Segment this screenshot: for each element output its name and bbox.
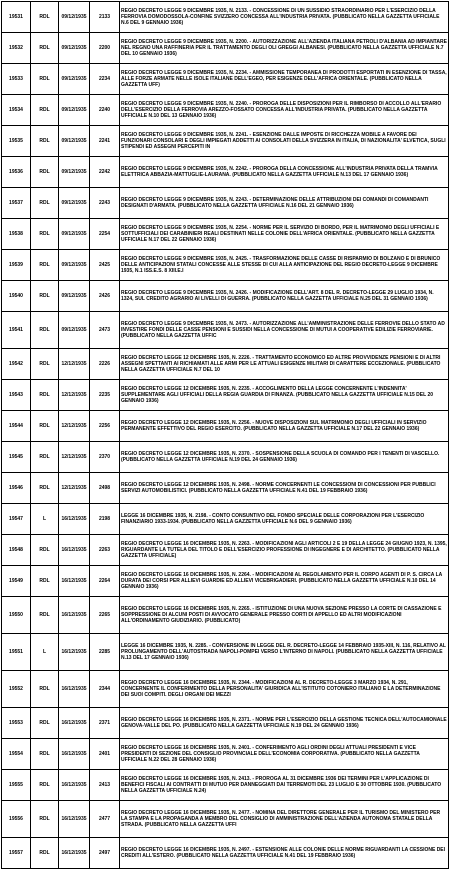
act-date: 16/12/1935 [59, 770, 90, 801]
act-date: 12/12/1935 [59, 349, 90, 380]
act-date: 16/12/1935 [59, 671, 90, 708]
act-date: 09/12/1935 [59, 219, 90, 250]
act-type: RDL [31, 157, 59, 188]
act-number: 2235 [90, 380, 120, 411]
act-number: 2133 [90, 2, 120, 33]
table-row [2, 188, 449, 219]
act-number: 2226 [90, 349, 120, 380]
record-number: 19541 [2, 312, 31, 349]
act-type: RDL [31, 838, 59, 869]
record-number: 19553 [2, 708, 31, 739]
act-number: 2371 [90, 708, 120, 739]
act-type: RDL [31, 349, 59, 380]
act-type: RDL [31, 473, 59, 504]
act-type: L [31, 504, 59, 535]
act-date: 09/12/1935 [59, 250, 90, 281]
act-description: REGIO DECRETO LEGGE 16 DICEMBRE 1935, N. 2344. - MODIFICAZIONI AL R. DECRETO-LEGGE 3 MARZO 1934, N. 291, CONCERNENTE IL CONFERIMENTO DELLA PERSONALITA' GIURIDICA ALL'ISTITUTO COTONIERO ITALIANO E LA DETERMINAZIONE DEI SUOI COMPITI. DEGLI ORGANI DEI MEZZI [120, 671, 449, 708]
record-number: 19543 [2, 380, 31, 411]
act-number: 2254 [90, 219, 120, 250]
act-number: 2477 [90, 801, 120, 838]
act-description: REGIO DECRETO LEGGE 12 DICEMBRE 1935, N. 2226. - TRATTAMENTO ECONOMICO ED ALTRE PROVVIDENZE PENSIONI E DI ALTRI ASSEGNI SPETTANTI AI RICHIAMATI ALLE ARMI PER LE ATTUALI ESIGENZE MILITARI DI CARATTERE ECCEZIONALE. (PUBBLICATO NELLA GAZZETTA UFFICIALE N.7 DEL 10 [120, 349, 449, 380]
act-number: 2497 [90, 838, 120, 869]
record-number: 19545 [2, 442, 31, 473]
table-row [2, 597, 449, 634]
act-type: RDL [31, 566, 59, 597]
act-date: 16/12/1935 [59, 535, 90, 566]
record-number: 19542 [2, 349, 31, 380]
table-row [2, 671, 449, 708]
act-type: RDL [31, 411, 59, 442]
act-date: 12/12/1935 [59, 442, 90, 473]
table-row [2, 126, 449, 157]
table-row [2, 442, 449, 473]
act-number: 2200 [90, 33, 120, 64]
act-number: 2198 [90, 504, 120, 535]
record-number: 19531 [2, 2, 31, 33]
record-number: 19535 [2, 126, 31, 157]
act-date: 09/12/1935 [59, 188, 90, 219]
act-date: 09/12/1935 [59, 33, 90, 64]
record-number: 19547 [2, 504, 31, 535]
act-date: 12/12/1935 [59, 473, 90, 504]
act-type: RDL [31, 33, 59, 64]
act-description: REGIO DECRETO LEGGE 9 DICEMBRE 1935, N. 2200. - AUTORIZZAZIONE ALL'AZIENDA ITALIANA PETROLI D'ALBANIA AD IMPIANTARE NEL REGNO UNA RAFFINERIA PER IL TRATTAMENTO DEGLI OLI GREGGI ALBANESI. (PUBBLICATO NELLA GAZZETTA UFFICIALE N.7 DEL 10 GENNAIO 1936) [120, 33, 449, 64]
record-number: 19532 [2, 33, 31, 64]
record-number: 19537 [2, 188, 31, 219]
act-number: 2263 [90, 535, 120, 566]
act-number: 2234 [90, 64, 120, 95]
act-description: REGIO DECRETO LEGGE 9 DICEMBRE 1935, N. 2242. - PROROGA DELLA CONCESSIONE ALL'INDUSTRIA PRIVATA DELLA TRAMVIA ELETTRICA ABBAZIA-MATTUGLIE-LAURANA. (PUBBLICATO NELLA GAZZETTA UFFICIALE N.13 DEL 17 GENNAIO 1936) [120, 157, 449, 188]
act-date: 09/12/1935 [59, 312, 90, 349]
act-date: 12/12/1935 [59, 411, 90, 442]
act-date: 16/12/1935 [59, 801, 90, 838]
act-date: 16/12/1935 [59, 566, 90, 597]
table-row [2, 770, 449, 801]
act-description: REGIO DECRETO LEGGE 16 DICEMBRE 1935, N. 2371. - NORME PER L'ESERCIZIO DELLA GESTIONE TECNICA DELL'AUTOCAMIONALE GENOVA-VALLE DEL PO. (PUBBLICATO NELLA GAZZETTA UFFICIALE N.19 DEL 24 GENNAIO 1936) [120, 708, 449, 739]
act-date: 09/12/1935 [59, 157, 90, 188]
act-type: RDL [31, 250, 59, 281]
act-number: 2256 [90, 411, 120, 442]
act-type: RDL [31, 2, 59, 33]
act-number: 2401 [90, 739, 120, 770]
act-date: 09/12/1935 [59, 281, 90, 312]
act-number: 2344 [90, 671, 120, 708]
act-number: 2426 [90, 281, 120, 312]
act-date: 12/12/1935 [59, 380, 90, 411]
table-row [2, 801, 449, 838]
act-date: 09/12/1935 [59, 2, 90, 33]
act-type: RDL [31, 597, 59, 634]
table-row [2, 380, 449, 411]
table-row [2, 64, 449, 95]
act-description: REGIO DECRETO LEGGE 9 DICEMBRE 1935, N. 2243. - DETERMINAZIONE DELLE ATTRIBUZIONI DEI COMANDI DI COMANDANTI DESIGNATI D'ARMATA. (PUBBLICATO NELLA GAZZETTA UFFICIALE N.16 DEL 21 GENNAIO 1936) [120, 188, 449, 219]
act-number: 2370 [90, 442, 120, 473]
record-number: 19536 [2, 157, 31, 188]
act-description: REGIO DECRETO LEGGE 16 DICEMBRE 1935, N. 2401. - CONFERIMENTO AGLI ORDINI DEGLI ATTUALI PRESIDENTI E VICE PRESIDENTI DI SEZIONE DEL CONSIGLIO PROVINCIALE DELL'ECONOMIA CORPORATIVA. (PUBBLICATO NELLA GAZZETTA UFFICIALE N.22 DEL 28 GENNAIO 1936) [120, 739, 449, 770]
record-number: 19534 [2, 95, 31, 126]
table-row [2, 312, 449, 349]
record-number: 19554 [2, 739, 31, 770]
act-description: REGIO DECRETO LEGGE 16 DICEMBRE 1935, N. 2497. - ESTENSIONE ALLE COLONIE DELLE NORME RIGUARDANTI LA CESSIONE DEI CREDITI ALL'ESTERO. (PUBBLICATO NELLA GAZZETTA UFFICIALE N.41 DEL 19 FEBBRAIO 1936) [120, 838, 449, 869]
table-row [2, 535, 449, 566]
act-type: RDL [31, 281, 59, 312]
act-type: RDL [31, 380, 59, 411]
act-description: REGIO DECRETO LEGGE 16 DICEMBRE 1935, N. 2263. - MODIFICAZIONI AGLI ARTICOLI 2 E 19 DELLA LEGGE 24 GIUGNO 1923, N. 1395, RIGUARDANTE LA TUTELA DEL TITOLO E DELL'ESERCIZIO PROFESSIONE DI INGEGNERE E DI ARCHITETTO. (PUBBLICATO NELLA GAZZETTA UFFICIALE) [120, 535, 449, 566]
act-type: RDL [31, 219, 59, 250]
act-type: RDL [31, 671, 59, 708]
act-description: REGIO DECRETO LEGGE 12 DICEMBRE 1935, N. 2235. - ACCOGLIMENTO DELLA LEGGE CONCERNENTE L'INDENNITA' SUPPLEMENTARE AGLI UFFICIALI DELLA REGIA GUARDIA DI FINANZA. (PUBBLICATO NELLA GAZZETTA UFFICIALE N.15 DEL 20 GENNAIO 1936) [120, 380, 449, 411]
act-type: RDL [31, 126, 59, 157]
record-number: 19546 [2, 473, 31, 504]
act-type: RDL [31, 770, 59, 801]
record-number: 19555 [2, 770, 31, 801]
table-row [2, 473, 449, 504]
act-description: REGIO DECRETO LEGGE 9 DICEMBRE 1935, N. 2426. - MODIFICAZIONE DELL'ART. 8 DEL R. DECRETO-LEGGE 29 LUGLIO 1934, N. 1324, SUL CREDITO AGRARIO AI LIVELLI DI GUERRA. (PUBBLICATO NELLA GAZZETTA UFFICIALE N.25 DEL 31 GENNAIO 1936) [120, 281, 449, 312]
act-type: RDL [31, 312, 59, 349]
table-row [2, 250, 449, 281]
record-number: 19539 [2, 250, 31, 281]
act-type: RDL [31, 188, 59, 219]
table-row [2, 504, 449, 535]
act-description: REGIO DECRETO LEGGE 12 DICEMBRE 1935, N. 2256. - NUOVE DISPOSIZIONI SUL MATRIMONIO DEGLI UFFICIALI IN SERVIZIO PERMANENTE EFFETTIVO DEL REGIO ESERCITO. (PUBBLICATO NELLA GAZZETTA UFFICIALE N.17 DEL 22 GENNAIO 1936) [120, 411, 449, 442]
act-description: REGIO DECRETO LEGGE 9 DICEMBRE 1935, N. 2254. - NORME PER IL SERVIZIO DI BORDO, PER IL MATRIMONIO DEGLI UFFICIALI E SOTTUFFICIALI DEI CARABINIERI REALI DESTINATI NELLE COLONIE DELL'AFRICA ORIENTALE. (PUBBLICATO NELLA GAZZETTA UFFICIALE N.17 DEL 22 GENNAIO 1936) [120, 219, 449, 250]
act-description: REGIO DECRETO LEGGE 9 DICEMBRE 1935, N. 2234. - AMMISSIONE TEMPORANEA DI PRODOTTI ESPORTATI IN ESENZIONE DI TASSA, ALLE FORZE ARMATE NELLE ISOLE ITALIANE DELL'EGEO, PER ESIGENZE DELL'AFRICA ORIENTALE. (PUBBLICATO NELLA GAZZETTA UFF) [120, 64, 449, 95]
record-number: 19551 [2, 634, 31, 671]
act-description: REGIO DECRETO LEGGE 9 DICEMBRE 1935, N. 2425. - TRASFORMAZIONE DELLE CASSE DI RISPARMIO DI BOLZANO E DI BRUNICO DELLE ANTICIPAZIONI STATALI CONCESSE ALLE STESSE DI CUI ALLA ANTICIPAZIONE DEL REGIO DECRETO-LEGGE 9 DICEMBRE 1935, N.1 ISS.E.S. 8 XIII.E.I [120, 250, 449, 281]
act-description: REGIO DECRETO LEGGE 16 DICEMBRE 1935, N. 2477. - NOMINA DEL DIRETTORE GENERALE PER IL TURISMO DEL MINISTERO PER LA STAMPA E LA PROPAGANDA A MEMBRO DEL CONSIGLIO DI AMMINISTRAZIONE DELL'AZIENDA AUTONOMA STATALE DELLA STRADA. (PUBBLICATO NELLA GAZZETTA UFFI [120, 801, 449, 838]
act-number: 2264 [90, 566, 120, 597]
table-row [2, 349, 449, 380]
act-description: LEGGE 16 DICEMBRE 1935, N. 2198. - CONTO CONSUNTIVO DEL FONDO SPECIALE DELLE CORPORAZIONI PER L'ESERCIZIO FINANZIARIO 1933-1934. (PUBBLICATO NELLA GAZZETTA UFFICIALE N.6 DEL 9 GENNAIO 1936) [120, 504, 449, 535]
table-row [2, 708, 449, 739]
table-row [2, 219, 449, 250]
act-type: RDL [31, 801, 59, 838]
act-description: REGIO DECRETO LEGGE 16 DICEMBRE 1935, N. 2265. - ISTITUZIONE DI UNA NUOVA SEZIONE PRESSO LA CORTE DI CASSAZIONE E SOPPRESSIONE DI ALCUNI POSTI DI AVVOCATO GENERALE PRESSO CORTI DI APPELLO ED ALTRI MODIFICAZIONI ALL'ORDINAMENTO GIUDIZIARIO. (PUBBLICATO) [120, 597, 449, 634]
record-number: 19550 [2, 597, 31, 634]
table-row [2, 838, 449, 869]
act-description: REGIO DECRETO LEGGE 16 DICEMBRE 1935, N. 2413. - PROROGA AL 31 DICEMBRE 1936 DEI TERMINI PER L'APPLICAZIONE DI BENEFICI FISCALI AI CONTRATTI DI MUTUO PER DANNEGGIATI DAI TERREMOTI DEL 23 LUGLIO E 30 OTTOBRE 1930. (PUBBLICATO NELLA GAZZETTA UFFICIALE N.24) [120, 770, 449, 801]
record-number: 19557 [2, 838, 31, 869]
act-description: REGIO DECRETO LEGGE 9 DICEMBRE 1935, N. 2240. - PROROGA DELLE DISPOSIZIONI PER IL RIMBORSO DI ACCOLLO ALL'ERARIO DELL'ESERCIZIO DELLA FERROVIA AREZZO-FOSSATO CONCESSA ALL'INDUSTRIA PRIVATA. (PUBBLICATO NELLA GAZZETTA UFFICIALE N.10 DEL 13 GENNAIO 1936) [120, 95, 449, 126]
record-number: 19544 [2, 411, 31, 442]
table-row [2, 33, 449, 64]
act-description: REGIO DECRETO LEGGE 16 DICEMBRE 1935, N. 2264. - MODIFICAZIONI AL REGOLAMENTO PER IL CORPO AGENTI DI P. S. CIRCA LA DURATA DEI CORSI PER ALLIEVI GUARDIE ED ALLIEVI VICEBRIGADIERI. (PUBBLICATO NELLA GAZZETTA UFFICIALE N.10 DEL 14 GENNAIO 1936) [120, 566, 449, 597]
act-type: RDL [31, 64, 59, 95]
act-number: 2425 [90, 250, 120, 281]
legislation-register-table [1, 1, 449, 869]
register-rows [2, 2, 449, 869]
act-number: 2498 [90, 473, 120, 504]
act-description: REGIO DECRETO LEGGE 12 DICEMBRE 1935, N. 2498. - NORME CONCERNENTI LE CONCESSIONI DI CONCESSIONI PER PUBBLICI SERVIZI AUTOMOBILISTICI. (PUBBLICATO NELLA GAZZETTA UFFICIALE N.41 DEL 19 FEBBRAIO 1936) [120, 473, 449, 504]
act-date: 16/12/1935 [59, 504, 90, 535]
act-date: 16/12/1935 [59, 739, 90, 770]
act-number: 2473 [90, 312, 120, 349]
act-number: 2285 [90, 634, 120, 671]
record-number: 19540 [2, 281, 31, 312]
table-row [2, 95, 449, 126]
act-date: 16/12/1935 [59, 838, 90, 869]
act-number: 2265 [90, 597, 120, 634]
act-date: 16/12/1935 [59, 597, 90, 634]
record-number: 19552 [2, 671, 31, 708]
act-number: 2243 [90, 188, 120, 219]
table-row [2, 281, 449, 312]
record-number: 19548 [2, 535, 31, 566]
act-type: L [31, 634, 59, 671]
table-row [2, 634, 449, 671]
record-number: 19549 [2, 566, 31, 597]
act-date: 09/12/1935 [59, 64, 90, 95]
table-row [2, 566, 449, 597]
act-description: REGIO DECRETO LEGGE 9 DICEMBRE 1935, N. 2133. - CONCESSIONE DI UN SUSSIDIO STRAORDINARIO PER L'ESERCIZIO DELLA FERROVIA DOMODOSSOLA-CONFINE SVIZZERO CONCESSA ALL'INDUSTRIA PRIVATA. (PUBBLICATO NELLA GAZZETTA UFFICIALE N.6 DEL 9 GENNAIO 1936) [120, 2, 449, 33]
record-number: 19538 [2, 219, 31, 250]
act-date: 09/12/1935 [59, 126, 90, 157]
act-number: 2242 [90, 157, 120, 188]
table-row [2, 411, 449, 442]
act-type: RDL [31, 535, 59, 566]
act-description: LEGGE 16 DICEMBRE 1935, N. 2285. - CONVERSIONE IN LEGGE DEL R. DECRETO-LEGGE 14 FEBBRAIO 1935-XIII, N. 116, RELATIVO AL PROLUNGAMENTO DELL'AUTOSTRADA NAPOLI-POMPEI VERSO L'INTERNO DI NAPOLI. (PUBBLICATO NELLA GAZZETTA UFFICIALE N.13 DEL 17 GENNAIO 1936) [120, 634, 449, 671]
record-number: 19556 [2, 801, 31, 838]
act-type: RDL [31, 739, 59, 770]
act-date: 16/12/1935 [59, 634, 90, 671]
table-row [2, 739, 449, 770]
act-description: REGIO DECRETO LEGGE 9 DICEMBRE 1935, N. 2473. - AUTORIZZAZIONE ALL'AMMINISTRAZIONE DELLE FERROVIE DELLO STATO AD INVESTIRE FONDI DELLE CASSE PENSIONI E SUSSIDI NELLA CONCESSIONE DI MUTUI A COOPERATIVE EDILIZIE FERROVIARIE. (PUBBLICATO NELLA GAZZETTA UFFIC [120, 312, 449, 349]
act-date: 16/12/1935 [59, 708, 90, 739]
act-type: RDL [31, 708, 59, 739]
table-row [2, 2, 449, 33]
act-type: RDL [31, 442, 59, 473]
record-number: 19533 [2, 64, 31, 95]
act-description: REGIO DECRETO LEGGE 9 DICEMBRE 1935, N. 2241. - ESENZIONE DALLE IMPOSTE DI RICCHEZZA MOBILE A FAVORE DEI FUNZIONARI CONSOLARI E DEGLI IMPIEGATI ADDETTI AI CONSOLATI DELLA SVIZZERA IN ITALIA, DI NAZIONALITA' ELVETICA, SUGLI STIPENDI ED ASSEGNI PERCEPITI IN [120, 126, 449, 157]
act-number: 2240 [90, 95, 120, 126]
act-number: 2413 [90, 770, 120, 801]
act-date: 09/12/1935 [59, 95, 90, 126]
act-type: RDL [31, 95, 59, 126]
act-description: REGIO DECRETO LEGGE 12 DICEMBRE 1935, N. 2370. - SOSPENSIONE DELLA SCUOLA DI COMANDO PER I TENENTI DI VASCELLO. (PUBBLICATO NELLA GAZZETTA UFFICIALE N.19 DEL 24 GENNAIO 1936) [120, 442, 449, 473]
table-row [2, 157, 449, 188]
act-number: 2241 [90, 126, 120, 157]
